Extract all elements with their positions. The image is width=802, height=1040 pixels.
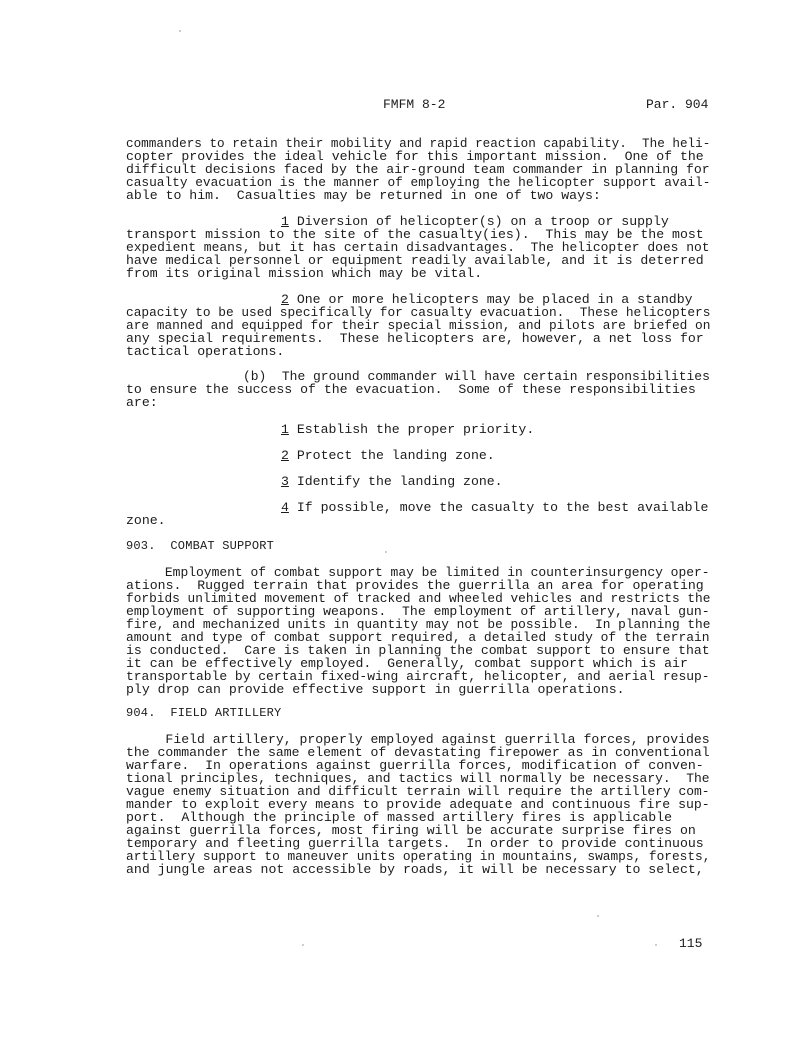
text-line: forbids unlimited movement of tracked and wheeled vehicles and restricts the [126,591,711,606]
page-number: 115 [679,936,703,951]
text-line: able to him. Casualties may be returned in one of two ways: [126,188,601,203]
text-line: tional principles, techniques, and tactics will normally be necessary. The [126,771,710,786]
item-text: Diversion of helicopter(s) on a troop or supply [288,214,669,229]
text-line: warfare. In operations against guerrilla forces, modification of conven- [126,758,704,773]
item-number: 3 [281,474,289,489]
text-line: tactical operations. [126,344,285,359]
text-line: commanders to retain their mobility and rapid reaction capability. The heli- [126,136,711,151]
scan-speck [179,30,181,32]
document-id: FMFM 8-2 [383,97,446,112]
text-line: port. Although the principle of massed artillery fires is applicable [126,810,673,825]
text-line: expedient means, but it has certain disadvantages. The helicopter does not [126,240,710,255]
list-item [281,449,495,462]
text-line: zone. [126,513,166,528]
text-line: ply drop can provide effective support in guerrilla operations. [126,682,625,697]
text-line: Employment of combat support may be limited in counterinsurgency oper- [126,565,710,580]
item-text: If possible, move the casualty to the best available [288,500,709,515]
section-heading: 904. FIELD ARTILLERY [126,706,282,720]
list-item [281,475,503,488]
text-line: have medical personnel or equipment readily available, and it is deterred [126,253,704,268]
text-line: copter provides the ideal vehicle for this important mission. One of the [126,149,704,164]
text-line: from its original mission which may be vital. [126,266,483,281]
scan-speck [597,915,599,917]
text-line: are: [126,395,158,410]
text-line: (b) The ground commander will have certain responsibilities [243,369,710,384]
text-line: against guerrilla forces, most firing will be accurate surprise fires on [126,823,696,838]
text-line: it can be effectively employed. Generally, combat support which is air [126,656,688,671]
text-line: difficult decisions faced by the air-ground team commander in planning for [126,162,710,177]
list-item [281,501,708,514]
text-line: employment of supporting weapons. The employment of artillery, naval gun- [126,604,710,619]
text-line: and jungle areas not accessible by roads, it will be necessary to select, [126,862,704,877]
text-line: ations. Rugged terrain that provides the guerrilla an area for operating [126,578,704,593]
text-line: mander to exploit every means to provide adequate and continuous fire sup- [126,797,710,812]
item-number: 4 [281,500,289,515]
item-text: Protect the landing zone. [288,448,495,463]
text-line: capacity to be used specifically for casualty evacuation. These helicopters [126,305,711,320]
item-number: 1 [281,422,289,437]
text-line: casualty evacuation is the manner of employing the helicopter support avail- [126,175,711,190]
scan-speck [385,551,387,553]
text-line: artillery support to maneuver units operating in mountains, swamps, forests, [126,849,711,864]
text-line: the commander the same element of devastating firepower as in conventional [126,745,710,760]
text-line: amount and type of combat support required, a detailed study of the terrain [126,630,710,645]
text-line: to ensure the success of the evacuation. Some of these responsibilities [126,382,696,397]
paragraph-number: Par. 904 [646,97,709,112]
scan-speck [302,944,304,946]
text-line: any special requirements. These helicopters are, however, a net loss for [126,331,704,346]
text-line: Field artillery, properly employed against guerrilla forces, provides [126,732,710,747]
section-heading: 903. COMBAT SUPPORT [126,539,275,553]
text-line: transportable by certain fixed-wing aircraft, helicopter, and aerial resup- [126,669,710,684]
text-line: fire, and mechanized units in quantity may not be possible. In planning the [126,617,711,632]
item-text: Establish the proper priority. [288,422,535,437]
item-text: One or more helicopters may be placed in a standby [288,292,693,307]
text-line: temporary and fleeting guerrilla targets. In order to provide continuous [126,836,704,851]
list-item [281,423,534,436]
text-line: vague enemy situation and difficult terrain will require the artillery com- [126,784,710,799]
text-line: is conducted. Care is taken in planning the combat support to ensure that [126,643,710,658]
text-line: are manned and equipped for their special mission, and pilots are briefed on [126,318,711,333]
item-number: 1 [281,214,289,229]
text-line: transport mission to the site of the casualty(ies). This may be the most [126,227,704,242]
item-number: 2 [281,448,289,463]
scan-speck [655,944,657,946]
item-text: Identify the landing zone. [288,474,503,489]
item-number: 2 [281,292,289,307]
